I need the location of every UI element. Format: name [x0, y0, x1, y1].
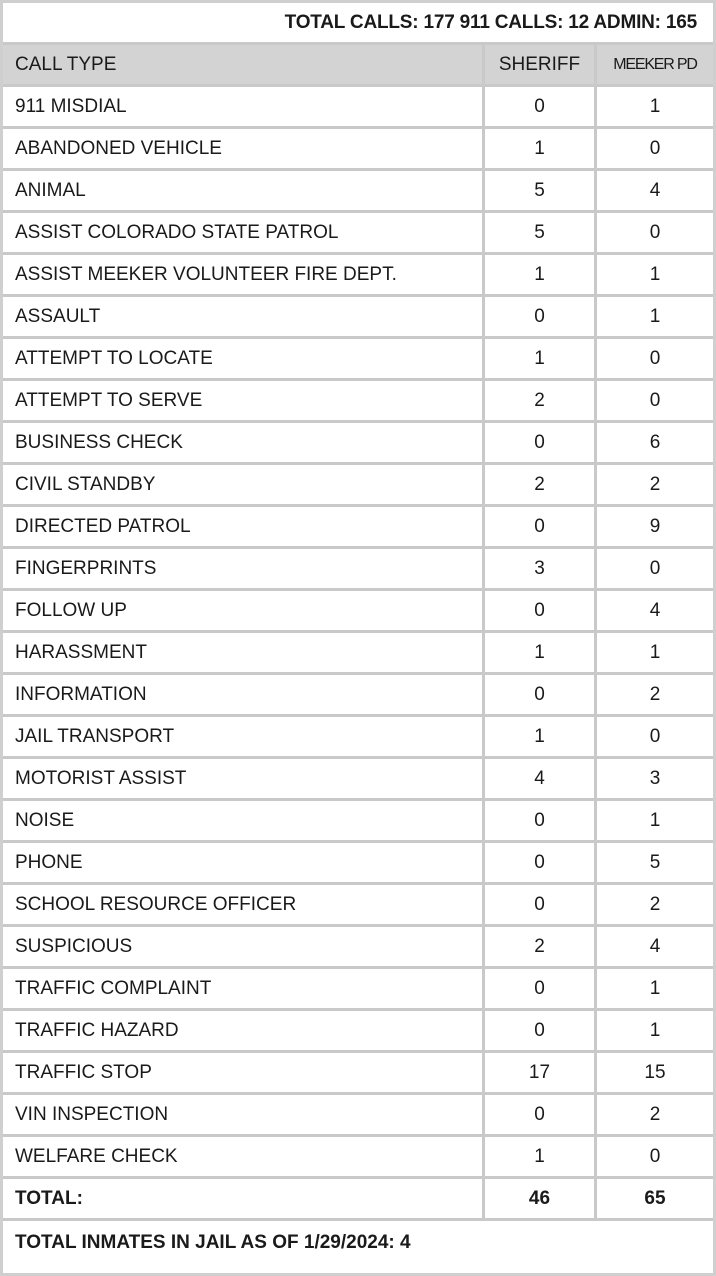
call-type-cell: ASSAULT [3, 297, 485, 336]
sheriff-count-cell: 2 [485, 381, 597, 420]
data-rows [3, 87, 713, 1179]
sheriff-count-cell: 0 [485, 675, 597, 714]
sheriff-count-cell: 17 [485, 1053, 597, 1092]
call-type-cell: DIRECTED PATROL [3, 507, 485, 546]
sheriff-count-cell: 1 [485, 255, 597, 294]
sheriff-count-cell: 1 [485, 129, 597, 168]
meeker-pd-count-cell: 4 [649, 935, 661, 957]
sheriff-total: 46 [485, 1179, 597, 1218]
table-row [3, 885, 713, 927]
meeker-pd-count-cell: 0 [649, 725, 661, 747]
call-type-cell: HARASSMENT [3, 633, 485, 672]
sheriff-count-cell: 0 [485, 885, 597, 924]
table-row [3, 255, 713, 297]
table-row [3, 801, 713, 843]
call-type-cell: ATTEMPT TO SERVE [3, 381, 485, 420]
table-row [3, 1137, 713, 1179]
call-type-cell: FINGERPRINTS [3, 549, 485, 588]
sheriff-count-cell: 0 [485, 969, 597, 1008]
meeker-pd-count-cell: 2 [649, 683, 661, 705]
call-type-cell: ASSIST COLORADO STATE PATROL [3, 213, 485, 252]
sheriff-header: SHERIFF [485, 45, 597, 84]
meeker-pd-count-cell: 2 [649, 473, 661, 495]
sheriff-count-cell: 0 [485, 843, 597, 882]
table-row [3, 507, 713, 549]
call-type-cell: FOLLOW UP [3, 591, 485, 630]
call-type-cell: JAIL TRANSPORT [3, 717, 485, 756]
call-type-cell: ATTEMPT TO LOCATE [3, 339, 485, 378]
call-type-cell: BUSINESS CHECK [3, 423, 485, 462]
sheriff-count-cell: 1 [485, 339, 597, 378]
sheriff-count-cell: 0 [485, 297, 597, 336]
sheriff-count-cell: 0 [485, 1095, 597, 1134]
meeker-pd-count-cell: 1 [649, 809, 661, 831]
meeker-pd-count-cell: 1 [649, 977, 661, 999]
call-type-cell: CIVIL STANDBY [3, 465, 485, 504]
table-row [3, 927, 713, 969]
meeker-pd-count-cell: 4 [649, 599, 661, 621]
meeker-pd-count-cell: 1 [649, 263, 661, 285]
call-type-cell: WELFARE CHECK [3, 1137, 485, 1176]
table-row [3, 129, 713, 171]
call-type-cell: TRAFFIC STOP [3, 1053, 485, 1092]
sheriff-count-cell: 0 [485, 591, 597, 630]
meeker-pd-count-cell: 5 [649, 851, 661, 873]
meeker-pd-count-cell: 3 [649, 767, 661, 789]
meeker-pd-count-cell: 15 [644, 1061, 666, 1083]
table-row [3, 969, 713, 1011]
totals-label: TOTAL: [3, 1179, 485, 1218]
sheriff-count-cell: 0 [485, 507, 597, 546]
inmates-text: TOTAL INMATES IN JAIL AS OF 1/29/2024: 4 [15, 1232, 411, 1253]
sheriff-count-cell: 2 [485, 465, 597, 504]
table-row [3, 633, 713, 675]
table-row [3, 1053, 713, 1095]
table-row [3, 87, 713, 129]
table-row [3, 1095, 713, 1137]
meeker-pd-total: 65 [644, 1187, 666, 1209]
meeker-pd-count-cell: 1 [649, 641, 661, 663]
call-type-cell: TRAFFIC HAZARD [3, 1011, 485, 1050]
meeker-pd-count-cell: 1 [649, 95, 661, 117]
table-row [3, 843, 713, 885]
table-row [3, 591, 713, 633]
meeker-pd-count-cell: 6 [649, 431, 661, 453]
table-row [3, 1011, 713, 1053]
meeker-pd-count-cell: 0 [649, 137, 661, 159]
sheriff-count-cell: 3 [485, 549, 597, 588]
meeker-pd-count-cell: 0 [649, 389, 661, 411]
call-type-header: CALL TYPE [3, 45, 485, 84]
sheriff-count-cell: 2 [485, 927, 597, 966]
table-row [3, 423, 713, 465]
table-row [3, 297, 713, 339]
sheriff-count-cell: 0 [485, 87, 597, 126]
call-type-cell: NOISE [3, 801, 485, 840]
table-row [3, 717, 713, 759]
table-row [3, 759, 713, 801]
totals-row [3, 1179, 713, 1221]
sheriff-count-cell: 0 [485, 423, 597, 462]
table-row [3, 339, 713, 381]
summary-row [3, 3, 713, 45]
call-type-cell: ASSIST MEEKER VOLUNTEER FIRE DEPT. [3, 255, 485, 294]
meeker-pd-header: MEEKER PD [613, 55, 697, 73]
call-type-cell: ABANDONED VEHICLE [3, 129, 485, 168]
table-row [3, 213, 713, 255]
sheriff-count-cell: 4 [485, 759, 597, 798]
inmates-row [3, 1221, 713, 1265]
sheriff-count-cell: 1 [485, 1137, 597, 1176]
table-row [3, 549, 713, 591]
call-type-cell: MOTORIST ASSIST [3, 759, 485, 798]
sheriff-count-cell: 0 [485, 801, 597, 840]
meeker-pd-count-cell: 2 [649, 893, 661, 915]
table-row [3, 465, 713, 507]
meeker-pd-count-cell: 4 [649, 179, 661, 201]
call-type-cell: SUSPICIOUS [3, 927, 485, 966]
call-type-cell: INFORMATION [3, 675, 485, 714]
meeker-pd-count-cell: 9 [649, 515, 661, 537]
call-type-cell: VIN INSPECTION [3, 1095, 485, 1134]
call-type-cell: TRAFFIC COMPLAINT [3, 969, 485, 1008]
header-row [3, 45, 713, 87]
call-type-cell: ANIMAL [3, 171, 485, 210]
meeker-pd-count-cell: 0 [649, 1145, 661, 1167]
table-row [3, 675, 713, 717]
sheriff-count-cell: 5 [485, 171, 597, 210]
call-type-cell: PHONE [3, 843, 485, 882]
meeker-pd-count-cell: 1 [649, 305, 661, 327]
meeker-pd-count-cell: 0 [649, 557, 661, 579]
meeker-pd-count-cell: 1 [649, 1019, 661, 1041]
meeker-pd-count-cell: 0 [649, 347, 661, 369]
meeker-pd-count-cell: 0 [649, 221, 661, 243]
sheriff-count-cell: 0 [485, 1011, 597, 1050]
meeker-pd-count-cell: 2 [649, 1103, 661, 1125]
summary-text: TOTAL CALLS: 177 911 CALLS: 12 ADMIN: 165 [284, 11, 697, 33]
table-row [3, 171, 713, 213]
table-row [3, 381, 713, 423]
call-type-cell: SCHOOL RESOURCE OFFICER [3, 885, 485, 924]
call-type-cell: 911 MISDIAL [3, 87, 485, 126]
sheriff-count-cell: 1 [485, 633, 597, 672]
sheriff-count-cell: 1 [485, 717, 597, 756]
sheriff-count-cell: 5 [485, 213, 597, 252]
